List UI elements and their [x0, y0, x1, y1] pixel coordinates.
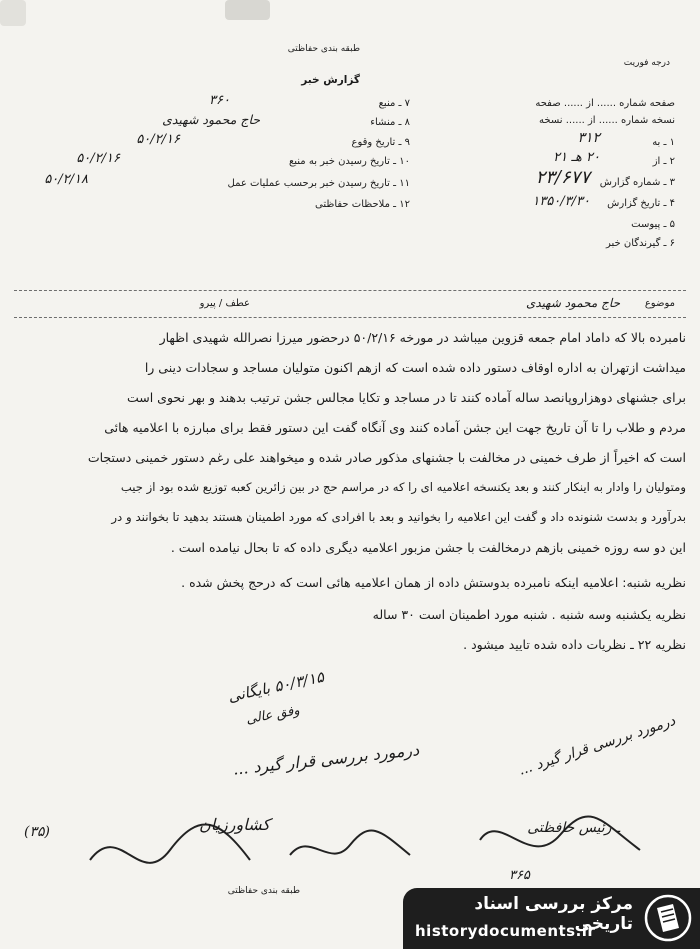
- subject-divider: [14, 317, 686, 318]
- signature-b: ـ رئیس حافظتی: [527, 820, 620, 836]
- receipt-date-label: ۱۰ ـ تاریخ رسیدن خبر به منبع: [288, 156, 410, 167]
- receipt-date-value: ۵۰/۲/۱۶: [76, 151, 120, 166]
- handwritten-note-2: وفق عالی: [244, 703, 301, 728]
- classification-top: طبقه بندی حفاظتی: [287, 44, 360, 54]
- origin-label: ۸ ـ منشاء: [370, 117, 410, 128]
- body-line-5: است که اخیراً از طرف خمینی در مخالفت با جشنهای مذکور صادر شده و میخواهند علی رغم دستور خمینی دستجات: [87, 450, 686, 465]
- source-value: ۳۶۰: [209, 93, 230, 108]
- corner-smudge: [0, 0, 26, 26]
- event-date-value: ۵۰/۲/۱۶: [136, 132, 180, 147]
- footer-logo-panel: [403, 888, 700, 949]
- body-line-2: میداشت ازتهران به اداره اوقاف دستور داده شده است که ازهم اکنون متولیان مساجد و سجادات دینی را: [144, 360, 686, 375]
- report-title: گزارش خبر: [301, 74, 360, 86]
- attachment-label: ۵ ـ پیوست: [631, 219, 675, 230]
- delivery-date-label: ۱۱ ـ تاریخ رسیدن خبر برحسب عملیات عمل: [227, 178, 410, 189]
- delivery-date-value: ۵۰/۲/۱۸: [44, 172, 88, 187]
- origin-value: حاج محمود شهیدی: [162, 112, 260, 127]
- recipients-label: ۶ ـ گیرندگان خبر: [605, 238, 675, 249]
- source-label: ۷ ـ منبع: [378, 98, 410, 109]
- report-date-label: ۴ ـ تاریخ گزارش: [607, 198, 675, 209]
- receiver-mark: ۳۶۵: [509, 868, 530, 883]
- subject-label: موضوع: [644, 298, 675, 309]
- reference-label: عطف / پیرو: [199, 298, 250, 309]
- logo-url: historydocuments.ir: [415, 922, 596, 940]
- logo-title: مرکز بررسی اسناد تاریخی: [474, 894, 633, 934]
- document-archive-icon: [643, 894, 693, 942]
- from-field-label: ۲ ـ از: [652, 156, 675, 167]
- opinion-1: نظریه شنبه: اعلامیه اینکه نامبرده بدوستش داده از همان اعلامیه هائی است که درحج پخش شده .: [181, 575, 686, 590]
- report-date-value: ۱۳۵۰/۳/۳۰: [532, 194, 590, 209]
- handwritten-date-note: ۵۰/۳/۱۵ بایگانی: [226, 667, 326, 706]
- page-number-field: صفحه شماره ...... از ...... صفحه: [535, 98, 675, 109]
- body-line-7: بدرآورد و بدست شنونده داد و گفت این اعلامیه را بخوانید و بعد با افرادی که مورد اطمینان هستند بدهید تا بخوانند و در: [111, 510, 686, 524]
- priority-label: درجه فوریت: [623, 58, 670, 68]
- handwritten-instruction: درمورد بررسی قرار گیرد ...: [232, 740, 420, 779]
- to-field-label: ۱ ـ به: [652, 137, 675, 148]
- top-smudge: [225, 0, 270, 20]
- body-line-4: مردم و طلاب را تا آن تاریخ جهت این جشن آماده کنند وی آنگاه گفت این دستور فقط برای مبارزه با اعلامیه هائی: [104, 420, 686, 435]
- report-no-value: ۲۳/۶۷۷: [535, 167, 590, 188]
- body-line-3: برای جشنهای دوهزاروپانصد ساله آماده کنند تا در مساجد و تکایا مجالس جشن ترتیب بدهند و بهر نحوی است: [126, 390, 686, 405]
- notes-label: ۱۲ ـ ملاحظات حفاظتی: [315, 199, 410, 210]
- to-field-value: ۳۱۲: [577, 130, 600, 146]
- body-line-6: ومتولیان را وادار به اینکار کنند و بعد یکنسخه اعلامیه ای را که در مراسم حج در بین زائرین کعبه توزیع شده بود از جیب: [120, 480, 686, 494]
- classification-bottom: طبقه بندی حفاظتی: [227, 886, 300, 896]
- opinion-3: نظریه ۲۲ ـ نظریات داده شده تایید میشود .: [463, 637, 686, 652]
- signature-a: کشاورزیان: [198, 815, 270, 834]
- copy-number-field: نسخه شماره ...... از ...... نسخه: [539, 115, 675, 126]
- page-mark: (۳۵): [24, 824, 50, 840]
- header-divider: [14, 290, 686, 291]
- report-no-label: ۳ ـ شماره گزارش: [599, 177, 675, 188]
- margin-handwritten-note: درمورد بررسی قرار گیرد ...: [516, 712, 678, 779]
- body-line-1: نامبرده بالا که داماد امام جمعه قزوین میباشد در مورخه ۵۰/۲/۱۶ درحضور میرزا نصرالله شهیدی اظهار: [159, 330, 686, 345]
- opinion-2: نظریه یکشنبه وسه شنبه . شنبه مورد اطمینان است ۳۰ ساله: [372, 607, 686, 622]
- subject-value: حاج محمود شهیدی: [525, 296, 620, 310]
- body-line-8: این دو سه روزه خمینی بازهم درمخالفت با جشن مزبور اعلامیه دیگری داده که تا بحال نیامده است .: [170, 540, 686, 555]
- from-field-value: ۲۰ هـ ۲۱: [553, 150, 600, 165]
- event-date-label: ۹ ـ تاریخ وقوع: [351, 137, 410, 148]
